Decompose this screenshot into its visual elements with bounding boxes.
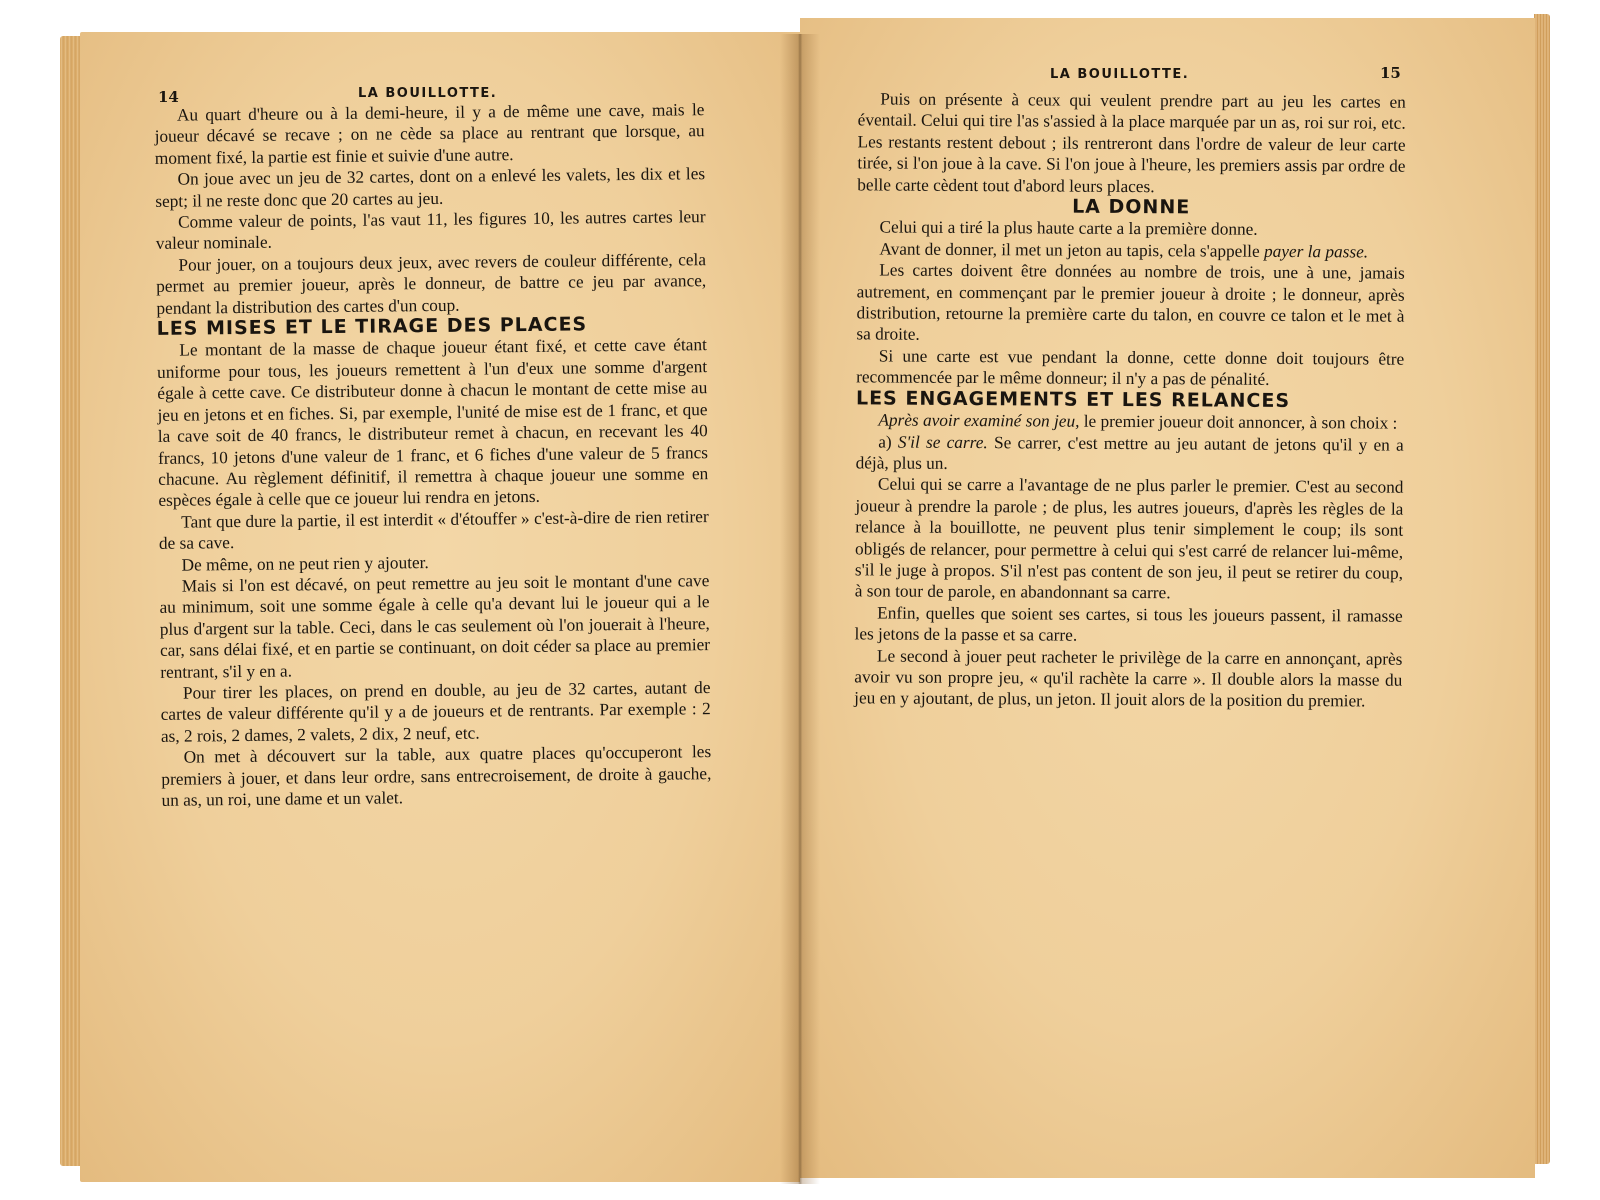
- left-page-text: [154, 99, 711, 811]
- section-heading-donne: LA DONNE: [1072, 195, 1191, 219]
- paragraph: [856, 431, 1404, 477]
- paragraph: Pour jouer, on a toujours deux jeux, avec revers de couleur différente, cela permet au premier joueur, après le donneur, de battre ce jeu par avance, pendant la distribution des cartes d'un coup.: [156, 249, 707, 318]
- paragraph: [856, 409, 1404, 434]
- italic-term: Après avoir examiné son jeu,: [878, 410, 1080, 431]
- paragraph: Le second à jouer peut racheter le privilège de la carre en annonçant, après avoir vu son propre jeu, « qu'il rachète la carre ». Il double alors la masse du jeu en y ajoutant, de plus, un jeton. Il jouit alors de la position du premier.: [854, 646, 1403, 711]
- left-page-number: 14: [158, 88, 179, 106]
- paragraph: Au quart d'heure ou à la demi-heure, il y a de même une cave, mais le joueur décavé se recave ; on ne cède sa place au rentrant que lorsque, au moment fixé, la partie est finie et suivie d'une autre.: [154, 100, 705, 168]
- text-run: Se carrer, c'est mettre au jeu autant de jetons qu'il y en a déjà, plus un.: [855, 432, 1404, 473]
- right-page-number: 15: [1380, 64, 1401, 82]
- paragraph: De même, on ne peut rien y ajouter.: [181, 552, 429, 575]
- italic-term: payer la passe.: [1263, 241, 1369, 262]
- paragraph: Les cartes doivent être données au nombre de trois, une à une, jamais autrement, en commençant par le premier joueur à droite ; le donneur, après distribution, retourne la première carte du talon, en couvre ce talon et le met à sa droite.: [856, 260, 1405, 345]
- paragraph: Celui qui a tiré la plus haute carte a la première donne.: [879, 217, 1258, 240]
- paragraph: Comme valeur de points, l'as vaut 11, les figures 10, les autres cartes leur valeur nominale.: [155, 207, 706, 254]
- left-running-head: LA BOUILLOTTE.: [358, 86, 498, 101]
- italic-term: S'il se carre.: [897, 432, 988, 452]
- book-gutter: [780, 34, 820, 1184]
- text-run: Avant de donner, il met un jeton au tapis, cela s'appelle: [879, 239, 1265, 261]
- paragraph: Mais si l'on est décavé, on peut remettre au jeu soit le montant d'une cave au minimum, soit une somme égale à celle qu'a devant lui le joueur qui a le plus d'argent sur la table. Ceci, dans le cas seulement où l'on jouerait à l'heure, car, sans délai fixé, et en partie se continuant, on doit céder sa place au premier rentrant, s'il y en a.: [159, 571, 711, 682]
- paragraph: Celui qui se carre a l'avantage de ne plus parler le premier. C'est au second joueur à prendre la parole ; de plus, les autres joueurs, d'après les règles de la relance à la bouillotte, ne peuvent plus tenir simplement le coup; ils sont obligés de relancer, pour permettre à celui qui s'est carré de relancer lui-même, s'il le juge à propos. S'il n'est pas content de son jeu, il peut se retirer du coup, à son tour de parole, en abandonnant sa carre.: [854, 474, 1404, 603]
- paragraph: Puis on présente à ceux qui veulent prendre part au jeu les cartes en éventail. Celui qui tire l'as s'assied à la place marquée par un as, roi sur roi, etc. Les restants restent debout ; ils rentreront dans l'ordre de valeur de leur carte tirée, si l'on joue à la cave. Si l'on joue à l'heure, les premiers assis par ordre de belle carte cèdent tout d'abord leurs places.: [857, 89, 1406, 196]
- right-page-text: [854, 88, 1406, 712]
- section-heading-mises: LES MISES ET LE TIRAGE DES PLACES: [156, 313, 588, 340]
- text-run: le premier joueur doit annoncer, à son choix :: [1079, 411, 1398, 433]
- right-running-head: LA BOUILLOTTE.: [1050, 67, 1190, 82]
- paragraph: On joue avec un jeu de 32 cartes, dont on a enlevé les valets, les dix et les sept; il ne reste donc que 20 cartes au jeu.: [155, 164, 706, 211]
- right-page-edges: [1534, 14, 1550, 1164]
- paragraph: Enfin, quelles que soient ses cartes, si tous les joueurs passent, il ramasse les jetons de la passe et sa carre.: [854, 603, 1403, 645]
- section-heading-engagements: LES ENGAGEMENTS ET LES RELANCES: [855, 387, 1291, 412]
- paragraph: Le montant de la masse de chaque joueur étant fixé, et cette cave étant uniforme pour tous, les joueurs remettent à l'un d'eux une somme d'argent égale à cette cave. Ce distributeur donne à chacun le montant de cette mise au jeu en jetons et en fiches. Si, par exemple, l'unité de mise est de 1 franc, et que la cave soit de 40 francs, le distributeur remet à chacun, en recevant les 40 francs, 10 jetons d'une valeur de 1 franc, et 6 fiches d'une valeur de 5 francs chacune. Au règlement définitif, il remettra à chaque joueur une somme en espèces égale à celle que ce joueur lui rendra en jetons.: [157, 335, 709, 511]
- paragraph: Pour tirer les places, on prend en double, au jeu de 32 cartes, autant de cartes de valeur différente qu'il y a de joueurs et de rentrants. Par exemple : 2 as, 2 rois, 2 dames, 2 valets, 2 dix, 2 neuf, etc.: [160, 678, 711, 746]
- list-marker: a): [878, 431, 898, 452]
- paragraph: On met à découvert sur la table, aux quatre places qu'occuperont les premiers à jouer, et dans leur ordre, sans entrecroisement, de droite à gauche, un as, un roi, une dame et un valet.: [161, 742, 712, 810]
- paragraph: Tant que dure la partie, il est interdit « d'étouffer » c'est-à-dire de rien retirer de sa cave.: [158, 506, 709, 553]
- paragraph: Si une carte est vue pendant la donne, cette donne doit toujours être recommencée par le même donneur; il n'y a pas de pénalité.: [856, 346, 1405, 390]
